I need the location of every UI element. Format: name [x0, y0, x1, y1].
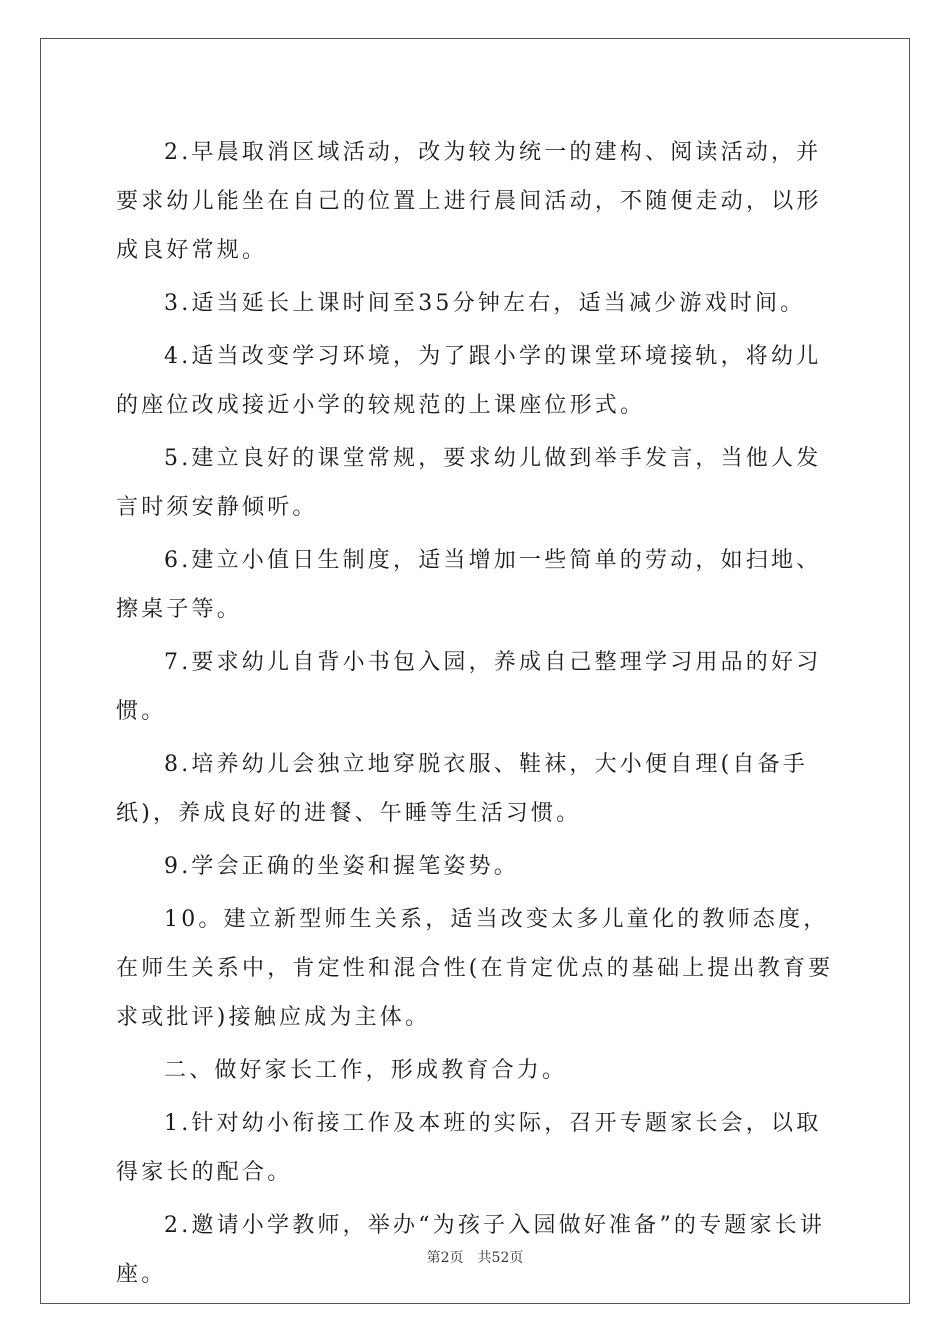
paragraph: 8.培养幼儿会独立地穿脱衣服、鞋袜，大小便自理(自备手纸)，养成良好的进餐、午睡等生活习惯。 — [116, 752, 808, 826]
paragraph: 9.学会正确的坐姿和握笔姿势。 — [164, 854, 519, 879]
paragraph: 5.建立良好的课堂常规，要求幼儿做到举手发言，当他人发言时须安静倾听。 — [116, 446, 822, 520]
document-body — [116, 128, 836, 1299]
paragraph: 2.邀请小学教师，举办“为孩子入园做好准备”的专题家长讲座。 — [116, 1213, 826, 1287]
paragraph: 6.建立小值日生制度，适当增加一些简单的劳动，如扫地、擦桌子等。 — [116, 548, 822, 622]
paragraph: 1.针对幼小衔接工作及本班的实际，召开专题家长会，以取得家长的配合。 — [116, 1111, 822, 1185]
paragraph: 4.适当改变学习环境，为了跟小学的课堂环境接轨，将幼儿的座位改成接近小学的较规范的上课座位形式。 — [116, 344, 822, 418]
page-total: 共52页 — [477, 1250, 524, 1266]
paragraph: 2.早晨取消区域活动，改为较为统一的建构、阅读活动，并要求幼儿能坐在自己的位置上进行晨间活动，不随便走动，以形成良好常规。 — [116, 140, 822, 263]
paragraph: 10。建立新型师生关系，适当改变太多儿童化的教师态度，在师生关系中，肯定性和混合性(在肯定优点的基础上提出教育要求或批评)接触应成为主体。 — [116, 907, 834, 1030]
page-number: 第2页 — [426, 1250, 464, 1266]
paragraph: 3.适当延长上课时间至35分钟左右，适当减少游戏时间。 — [164, 291, 806, 316]
paragraph: 7.要求幼儿自背小书包入园，养成自己整理学习用品的好习惯。 — [116, 650, 822, 724]
section-heading: 二、做好家长工作，形成教育合力。 — [164, 1058, 568, 1083]
page-footer — [0, 1247, 950, 1267]
